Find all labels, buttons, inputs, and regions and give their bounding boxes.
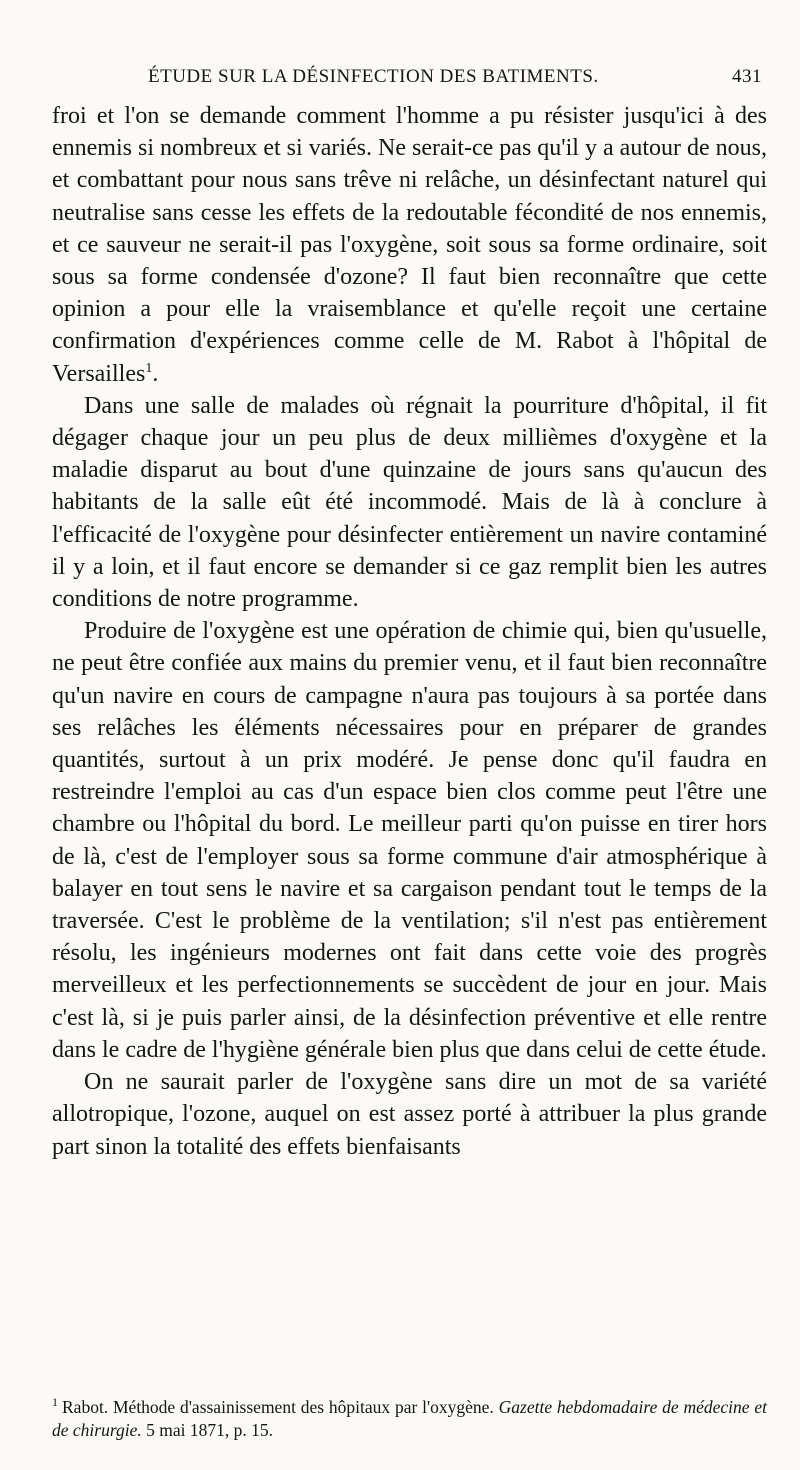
footnote-reference[interactable]: 1 [145, 360, 153, 376]
footnote-journal-title: Gazette hebdomadaire de médecine et de chirurgie. [52, 1396, 768, 1440]
paragraph-2: Dans une salle de malades où régnait la pourriture d'hôpital, il fit dégager chaque jour un peu plus de deux millièmes d'oxygène et la maladie disparut au bout d'une quinzaine de jours sans qu'aucun des habitants de la salle eût été incommodé. Mais de là à conclure à l'efficacité de l'oxygène pour désinfecter entièrement un navire contaminé il y a loin, et il faut encore se demander si ce gaz remplit bien les autres conditions de notre programme. [52, 392, 767, 613]
body-text [52, 100, 767, 1163]
footnote [52, 1391, 767, 1442]
running-header [70, 66, 762, 94]
footnote-mark: 1 [52, 1395, 58, 1409]
footnote-date: 5 mai 1871, p. 15. [146, 1419, 273, 1440]
footnote-citation: Rabot. Méthode d'assainissement des hôpitaux par l'oxygène. [62, 1396, 494, 1417]
running-title: ÉTUDE SUR LA DÉSINFECTION DES BATIMENTS. [148, 66, 599, 87]
page-number: 431 [732, 66, 762, 87]
paragraph-3: Produire de l'oxygène est une opération de chimie qui, bien qu'usuelle, ne peut être confiée aux mains du premier venu, et il faut bien reconnaître qu'un navire en cours de campagne n'aura pas toujours à sa portée dans ses relâches les éléments nécessaires pour en préparer de grandes quantités, surtout à un prix modéré. Je pense donc qu'il faudra en restreindre l'emploi au cas d'un espace bien clos comme peut l'être une chambre ou l'hôpital du bord. Le meilleur parti qu'on puisse en tirer hors de là, c'est de l'employer sous sa forme commune d'air atmosphérique à balayer en tout sens le navire et sa cargaison pendant tout le temps de la traversée. C'est le problème de la ventilation; s'il n'est pas entièrement résolu, les ingénieurs modernes ont fait dans cette voie des progrès merveilleux et les perfectionnements se succèdent de jour en jour. Mais c'est là, si je puis parler ainsi, de la désinfection préventive et elle rentre dans le cadre de l'hygiène générale bien plus que dans celui de cette étude. [52, 618, 767, 1063]
paragraph-4: On ne saurait parler de l'oxygène sans dire un mot de sa variété allotropique, l'ozone, auquel on est assez porté à attribuer la plus grande part sinon la totalité des effets bienfaisants [52, 1069, 767, 1160]
paragraph-1: froi et l'on se demande comment l'homme a pu résister jusqu'ici à des ennemis si nombreux et si variés. Ne serait-ce pas qu'il y a autour de nous, et combattant pour nous sans trêve ni relâche, un désinfectant naturel qui neutralise sans cesse les effets de la redoutable fécondité de nos ennemis, et ce sauveur ne serait-il pas l'oxygène, soit sous sa forme ordinaire, soit sous sa forme condensée d'ozone? Il faut bien reconnaître que cette opinion a pour elle la vraisemblance et qu'elle reçoit une certaine confirmation d'expériences comme celle de M. Rabot à l'hôpital de Versailles$^1$. [52, 103, 767, 387]
